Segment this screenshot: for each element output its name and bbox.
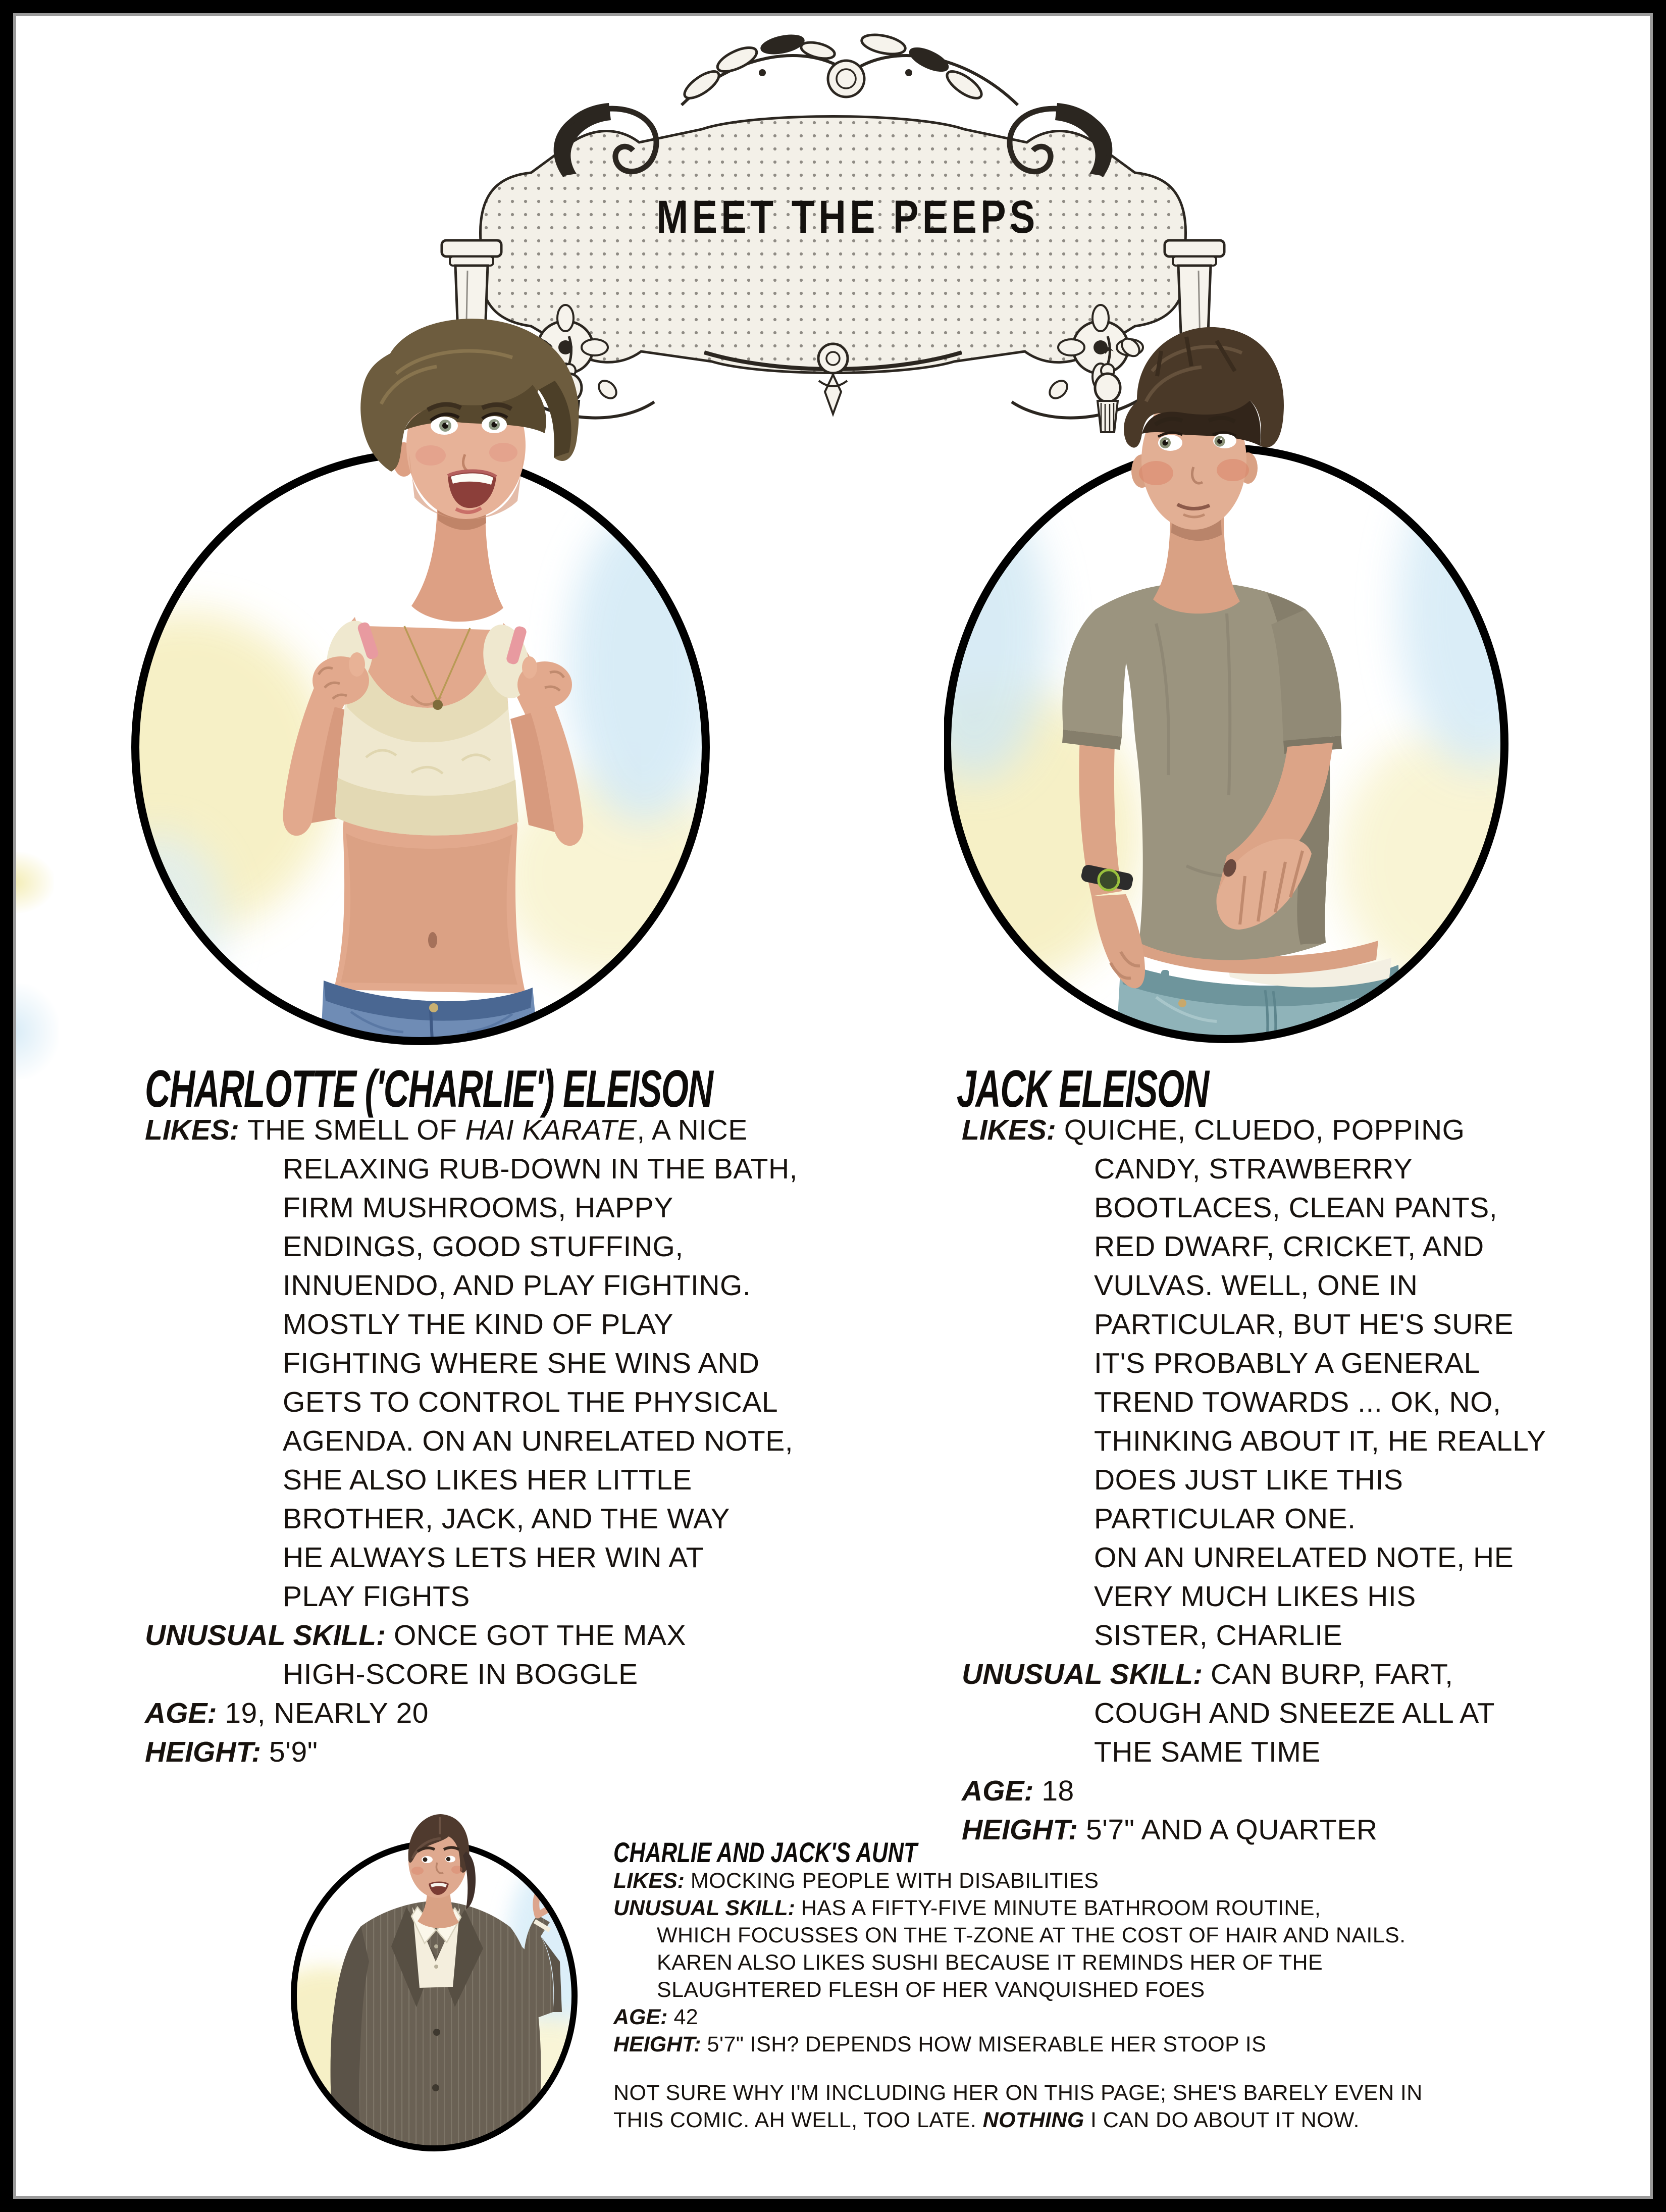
text-line: RELAXING RUB-DOWN IN THE BATH, [283, 1153, 798, 1185]
text-line: CANDY, STRAWBERRY [1094, 1153, 1413, 1185]
text-line: VULVAS. WELL, ONE IN [1094, 1269, 1418, 1302]
text-line: SISTER, CHARLIE [1094, 1619, 1343, 1652]
text-line: INNUENDO, AND PLAY FIGHTING. [283, 1269, 751, 1302]
text-line: THIS COMIC. AH WELL, TOO LATE. NOTHING I CAN DO ABOUT IT NOW. [613, 2108, 1360, 2132]
text-line: PLAY FIGHTS [283, 1580, 470, 1613]
text-line: UNUSUAL SKILL: CAN BURP, FART, [962, 1658, 1453, 1690]
text-line: HEIGHT: 5'7" AND A QUARTER [962, 1814, 1378, 1846]
text-line: AGE: 42 [613, 2005, 699, 2029]
text-line: LIKES: MOCKING PEOPLE WITH DISABILITIES [613, 1869, 1099, 1893]
author-footnote [613, 2079, 1522, 2134]
text-line: HIGH-SCORE IN BOGGLE [283, 1658, 638, 1690]
bio-aunt [613, 1867, 1502, 2058]
text-line: HE ALWAYS LETS HER WIN AT [283, 1541, 704, 1574]
text-line: ENDINGS, GOOD STUFFING, [283, 1230, 684, 1263]
text-line: UNUSUAL SKILL: HAS A FIFTY-FIVE MINUTE BATHROOM ROUTINE, [613, 1896, 1321, 1920]
text-line: SLAUGHTERED FLESH OF HER VANQUISHED FOES [657, 1978, 1205, 2002]
name-heading-jack: JACK ELEISON [957, 1060, 1209, 1118]
text-line: BROTHER, JACK, AND THE WAY [283, 1503, 731, 1535]
jack-hair [1124, 327, 1284, 448]
text-line: MOSTLY THE KIND OF PLAY [283, 1308, 673, 1341]
text-line: FIRM MUSHROOMS, HAPPY [283, 1192, 673, 1224]
edge-smudge-blue [13, 984, 59, 1079]
portrait-aunt [285, 1795, 583, 2156]
text-line: LIKES: THE SMELL OF HAI KARATE, A NICE [145, 1114, 748, 1146]
text-line: LIKES: QUICHE, CLUEDO, POPPING [962, 1114, 1465, 1146]
text-line: HEIGHT: 5'9" [145, 1736, 318, 1768]
bio-jack [962, 1111, 1618, 1849]
name-heading-charlotte: CHARLOTTE ('CHARLIE') ELEISON [145, 1060, 713, 1118]
text-line: RED DWARF, CRICKET, AND [1094, 1230, 1484, 1263]
text-line: PARTICULAR ONE. [1094, 1503, 1356, 1535]
text-line: VERY MUCH LIKES HIS [1094, 1580, 1416, 1613]
text-line: UNUSUAL SKILL: ONCE GOT THE MAX [145, 1619, 687, 1652]
text-line: PARTICULAR, BUT HE'S SURE [1094, 1308, 1514, 1341]
portrait-charlotte [129, 303, 714, 1050]
text-line: AGE: 18 [962, 1775, 1074, 1807]
text-line: TREND TOWARDS ... OK, NO, [1094, 1386, 1501, 1418]
text-line: SHE ALSO LIKES HER LITTLE [283, 1464, 692, 1496]
text-line: AGE: 19, NEARLY 20 [145, 1697, 429, 1729]
portrait-jack [944, 311, 1515, 1053]
text-line: NOT SURE WHY I'M INCLUDING HER ON THIS PAGE; SHE'S BARELY EVEN IN [613, 2081, 1423, 2105]
text-line: THINKING ABOUT IT, HE REALLY [1094, 1425, 1546, 1457]
text-line: WHICH FOCUSSES ON THE T-ZONE AT THE COST OF HAIR AND NAILS. [657, 1923, 1406, 1947]
text-line: KAREN ALSO LIKES SUSHI BECAUSE IT REMINDS HER OF THE [657, 1950, 1323, 1975]
text-line: ON AN UNRELATED NOTE, HE [1094, 1541, 1514, 1574]
bio-charlotte [145, 1111, 798, 1772]
text-line: COUGH AND SNEEZE ALL AT [1094, 1697, 1495, 1729]
text-line: HEIGHT: 5'7" ISH? DEPENDS HOW MISERABLE HER STOOP IS [613, 2032, 1267, 2056]
text-line: AGENDA. ON AN UNRELATED NOTE, [283, 1425, 794, 1457]
text-line: BOOTLACES, CLEAN PANTS, [1094, 1192, 1498, 1224]
banner-title: MEET THE PEEPS [656, 191, 1039, 243]
text-line: IT'S PROBABLY A GENERAL [1094, 1347, 1480, 1379]
text-line: GETS TO CONTROL THE PHYSICAL [283, 1386, 778, 1418]
text-line: FIGHTING WHERE SHE WINS AND [283, 1347, 760, 1379]
text-line: DOES JUST LIKE THIS [1094, 1464, 1403, 1496]
banner-foliage [681, 31, 1018, 105]
charlotte-navel [428, 932, 437, 948]
name-heading-aunt: CHARLIE AND JACK'S AUNT [613, 1836, 917, 1868]
edge-smudge-yellow [13, 852, 54, 913]
text-line: THE SAME TIME [1094, 1736, 1321, 1768]
